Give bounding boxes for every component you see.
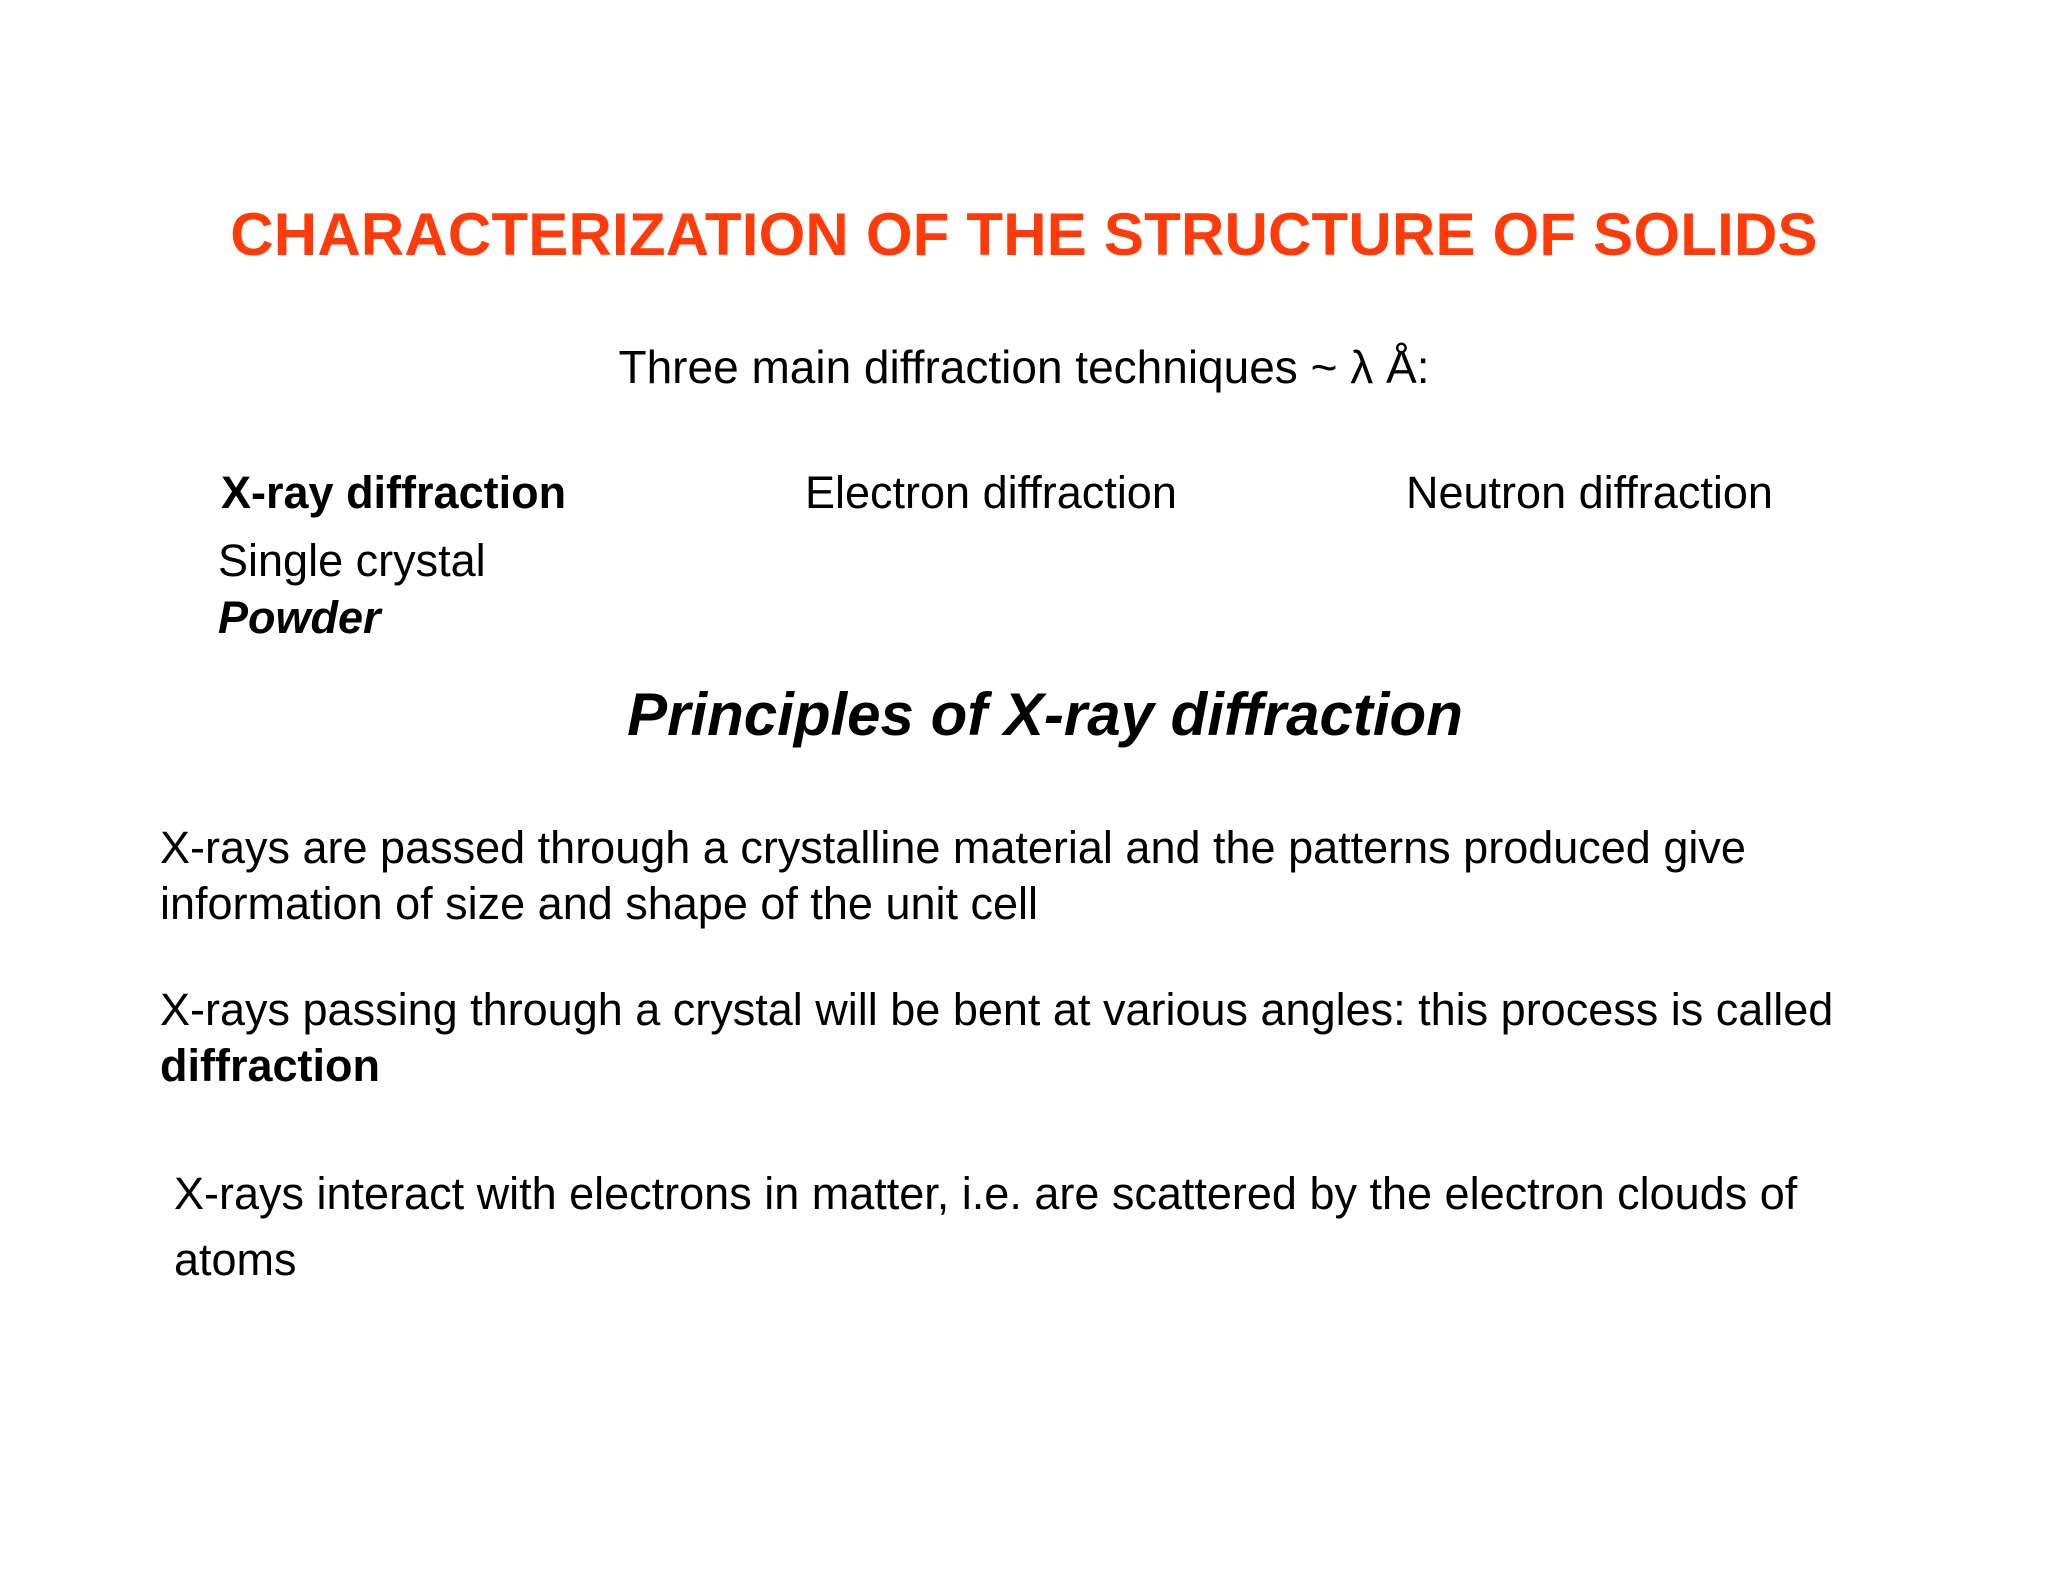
paragraph-2: [160, 982, 1960, 1094]
paragraph-2-line-1: X-rays passing through a crystal will be bent at various angles: this process is called: [160, 984, 1834, 1035]
paragraph-3-line-1: X-rays interact with electrons in matter, i.e. are scattered by the electron clouds of: [174, 1168, 1798, 1219]
slide-title: CHARACTERIZATION OF THE STRUCTURE OF SOLIDS: [230, 201, 1818, 268]
paragraph-3: [174, 1161, 1974, 1293]
paragraph-1-line-1: X-rays are passed through a crystalline material and the patterns produced give: [160, 822, 1746, 873]
paragraph-1: [160, 820, 1960, 932]
paragraph-1-line-2: information of size and shape of the unit cell: [160, 878, 1039, 929]
technique-xray: X-ray diffraction: [221, 467, 567, 518]
xray-subtype-single-crystal: Single crystal: [218, 535, 486, 586]
technique-neutron: Neutron diffraction: [1406, 467, 1773, 518]
paragraph-3-line-2: atoms: [174, 1234, 297, 1285]
slide-subtitle: Three main diffraction techniques ~ λ Å:: [618, 341, 1430, 393]
xray-subtype-powder: Powder: [218, 592, 381, 643]
paragraph-2-bold-term: diffraction: [160, 1040, 380, 1091]
technique-electron: Electron diffraction: [805, 467, 1177, 518]
section-heading: Principles of X-ray diffraction: [627, 681, 1463, 748]
